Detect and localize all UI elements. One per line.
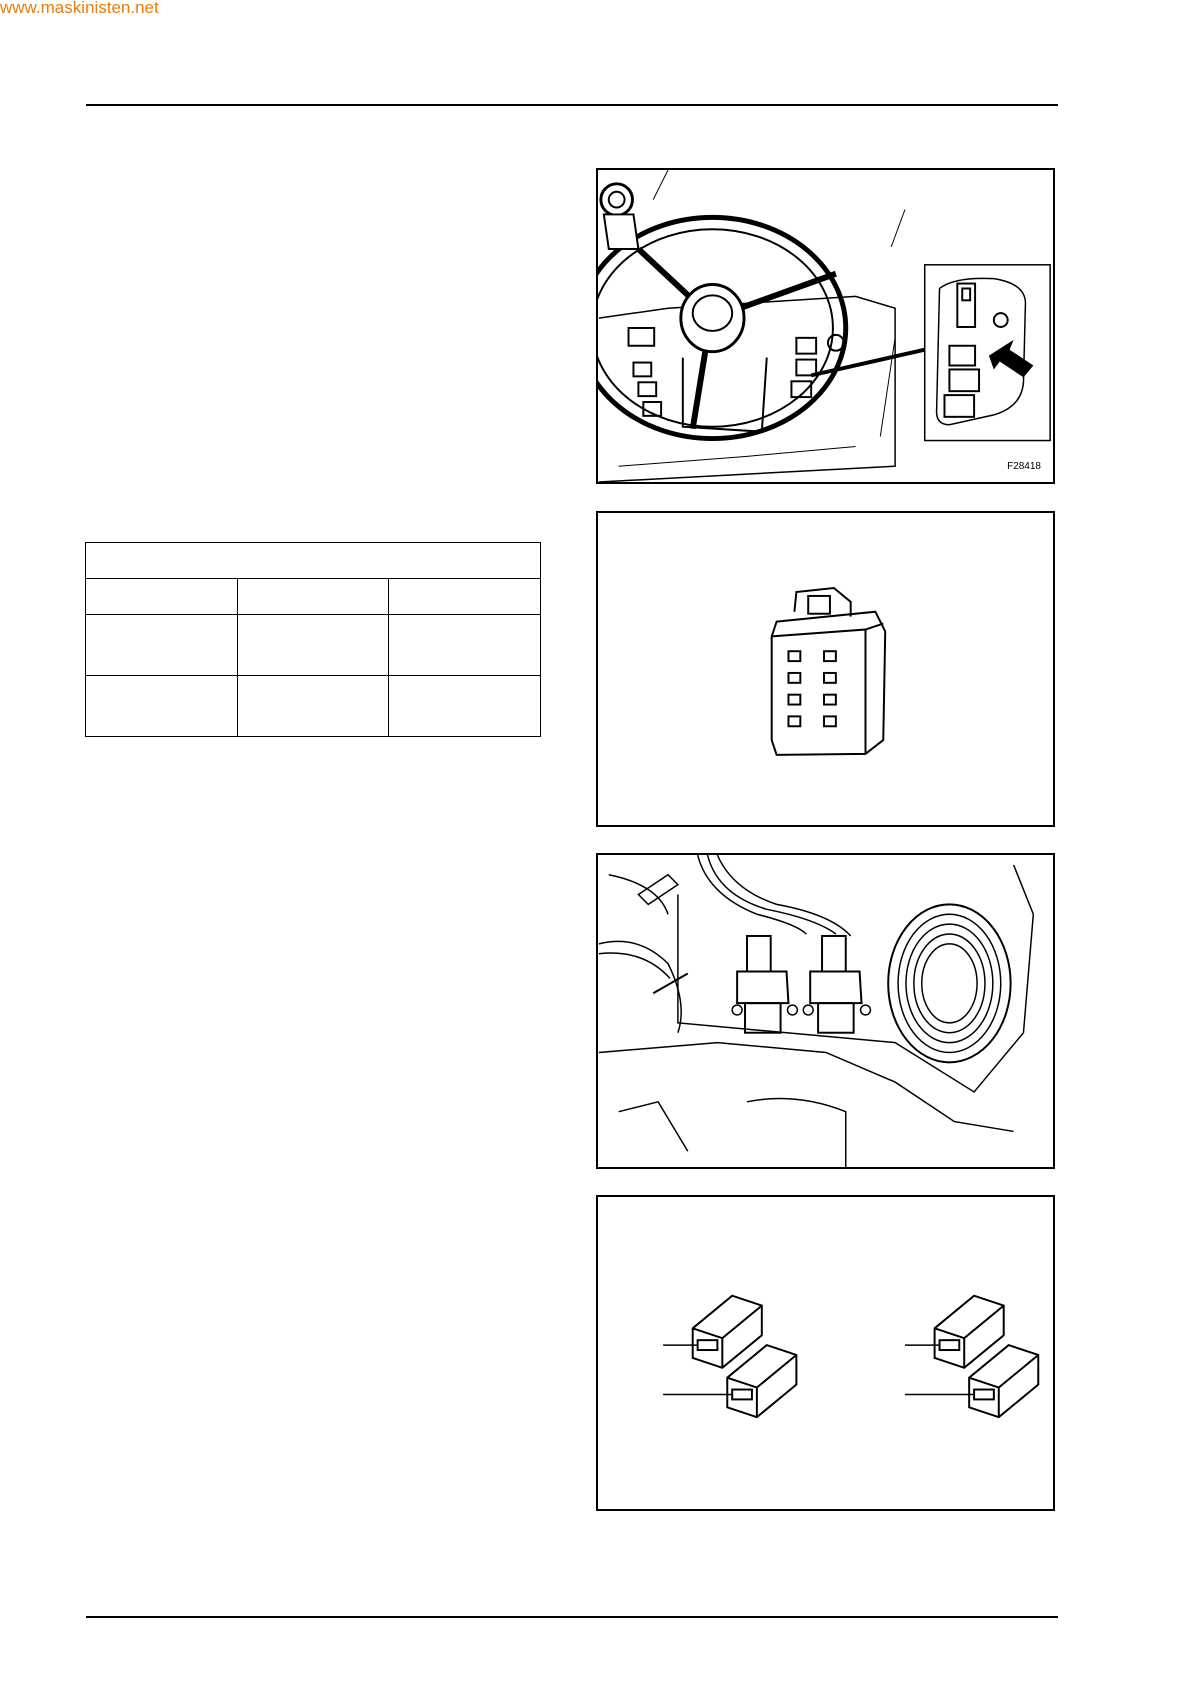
table-column-header	[86, 579, 238, 615]
footer-rule	[86, 1616, 1058, 1618]
table-column-header	[237, 579, 389, 615]
watermark-link[interactable]: www.maskinisten.net	[0, 0, 159, 17]
header-rule	[86, 104, 1058, 106]
table-row	[86, 676, 541, 737]
table-cell	[237, 615, 389, 676]
figure-relay-connector	[596, 511, 1055, 827]
table-row	[86, 615, 541, 676]
relay-connector-illustration	[598, 513, 1053, 825]
steering-wheel-illustration	[598, 170, 1053, 482]
table-column-header	[389, 579, 541, 615]
table-cell	[389, 676, 541, 737]
table-cell	[237, 676, 389, 737]
table-cell	[86, 615, 238, 676]
table-header	[86, 543, 541, 579]
figure-wiring-connectors	[596, 853, 1055, 1169]
table-cell	[389, 615, 541, 676]
table-cell	[86, 676, 238, 737]
figure-flat-terminals	[596, 1195, 1055, 1511]
figure-steering-column	[596, 168, 1055, 484]
wiring-connectors-illustration	[598, 855, 1053, 1167]
flat-terminals-illustration	[598, 1197, 1053, 1509]
specification-table	[85, 542, 541, 737]
figure-code: F28418	[1007, 461, 1041, 472]
